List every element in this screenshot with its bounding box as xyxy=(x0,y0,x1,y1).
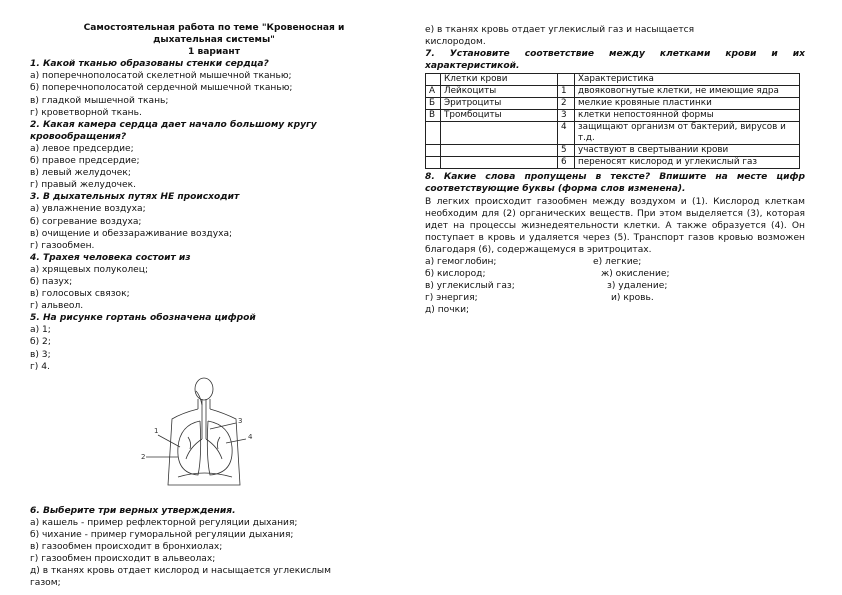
option: в) очищение и обеззараживание воздуха; xyxy=(30,228,233,239)
question-7-text-cont: характеристикой. xyxy=(425,61,520,72)
option: д) в тканях кровь отдает кислород и насыщается углекислым xyxy=(30,566,331,577)
figure-label-3: 3 xyxy=(238,416,243,425)
header-cell: Характеристика xyxy=(575,74,800,86)
title-line-1: Самостоятельная работа по теме "Кровеносная и xyxy=(83,23,345,33)
option: б) кислород; xyxy=(425,269,486,280)
option: а) поперечнополосатой скелетной мышечной тканью; xyxy=(30,71,292,82)
table-cell: 6 xyxy=(558,157,575,169)
table-cell: 1 xyxy=(558,86,575,98)
question-text: 3. В дыхательных путях НЕ происходит xyxy=(30,192,240,203)
question-text: 2. Какая камера сердца дает начало большому кругу xyxy=(30,119,317,130)
question-text: 6. Выберите три верных утверждения. xyxy=(30,505,236,516)
option: в) голосовых связок; xyxy=(30,289,130,300)
table-cell: клетки непостоянной формы xyxy=(575,110,800,122)
header-cell: Клетки крови xyxy=(441,74,558,86)
table-cell xyxy=(426,122,441,145)
option: б) 2; xyxy=(30,337,51,348)
option: а) левое предсердие; xyxy=(30,143,134,154)
option: г) альвеол. xyxy=(30,301,84,312)
figure-label-1: 1 xyxy=(154,426,159,435)
table-row xyxy=(426,157,800,169)
option: е) легкие; xyxy=(593,257,642,268)
table-row xyxy=(426,110,800,122)
table-cell: Тромбоциты xyxy=(441,110,558,122)
question-8-options xyxy=(425,256,805,320)
variant-label: 1 вариант xyxy=(188,47,240,58)
table-cell: двояковогнутые клетки, не имеющие ядра xyxy=(575,86,800,98)
option: а) кашель - пример рефлекторной регуляции дыхания; xyxy=(30,517,298,528)
question-7-text: 7. Установите соответствие между клетками крови и их xyxy=(425,49,805,60)
table-cell: 5 xyxy=(558,145,575,157)
option: в) левый желудочек; xyxy=(30,168,131,179)
table-cell: 2 xyxy=(558,98,575,110)
option: г) правый желудочек. xyxy=(30,180,137,191)
table-cell: мелкие кровяные пластинки xyxy=(575,98,800,110)
question-6 xyxy=(30,505,398,590)
option: б) согревание воздуха; xyxy=(30,216,142,227)
option: а) 1; xyxy=(30,325,51,336)
table-row xyxy=(426,122,800,145)
question-text: 5. На рисунке гортань обозначена цифрой xyxy=(30,313,256,324)
option: в) газообмен происходит в бронхиолах; xyxy=(30,542,223,553)
question-text: 4. Трахея человека состоит из xyxy=(30,252,191,263)
table-cell: участвуют в свертывании крови xyxy=(575,145,800,157)
table-cell: Лейкоциты xyxy=(441,86,558,98)
option: б) поперечнополосатой сердечной мышечной тканью; xyxy=(30,83,293,94)
table-cell: В xyxy=(426,110,441,122)
table-cell xyxy=(426,145,441,157)
option: г) кроветворной ткань. xyxy=(30,107,142,118)
respiratory-system-figure xyxy=(138,377,268,495)
table-header-row xyxy=(426,74,800,86)
question-text: 1. Какой тканью образованы стенки сердца? xyxy=(30,59,269,70)
table-cell: Б xyxy=(426,98,441,110)
option: в) гладкой мышечной ткань; xyxy=(30,95,169,106)
question-5 xyxy=(30,312,398,372)
option-cont: кислородом. xyxy=(425,37,486,48)
table-cell: А xyxy=(426,86,441,98)
option: а) хрящевых полуколец; xyxy=(30,264,149,275)
option: б) правое предсердие; xyxy=(30,156,140,167)
left-column xyxy=(30,22,398,589)
figure-label-4: 4 xyxy=(248,432,253,441)
right-column xyxy=(425,24,805,320)
option: г) газообмен. xyxy=(30,240,95,251)
table-row xyxy=(426,145,800,157)
option: и) кровь. xyxy=(611,293,654,304)
table-cell: 4 xyxy=(558,122,575,145)
option: б) пазух; xyxy=(30,276,73,287)
table-cell xyxy=(426,157,441,169)
question-8-text: 8. Какие слова пропущены в тексте? Впишите на месте цифр соответствующие буквы (форма слов изменена). xyxy=(425,172,805,195)
table-cell xyxy=(441,122,558,145)
table-cell: защищают организм от бактерий, вирусов и т.д. xyxy=(575,122,800,145)
table-row xyxy=(426,86,800,98)
option: в) 3; xyxy=(30,349,51,360)
table-cell xyxy=(441,145,558,157)
option: г) энергия; xyxy=(425,293,478,304)
question-text-cont: кровообращения? xyxy=(30,131,127,142)
option: б) чихание - пример гуморальной регуляции дыхания; xyxy=(30,530,294,540)
table-cell: Эритроциты xyxy=(441,98,558,110)
question-2 xyxy=(30,119,398,192)
figure-label-2: 2 xyxy=(141,452,146,461)
table-cell xyxy=(441,157,558,169)
matching-table xyxy=(425,73,800,169)
option: д) почки; xyxy=(425,305,470,316)
question-1 xyxy=(30,58,398,118)
option: в) углекислый газ; xyxy=(425,281,515,292)
question-3 xyxy=(30,191,398,251)
option: ж) окисление; xyxy=(601,269,670,280)
option: г) газообмен происходит в альвеолах; xyxy=(30,554,216,565)
option: з) удаление; xyxy=(607,281,668,292)
title-line-2: дыхательная системы" xyxy=(153,35,275,46)
option: а) гемоглобин; xyxy=(425,257,497,268)
table-cell: 3 xyxy=(558,110,575,122)
option: е) в тканях кровь отдает углекислый газ и насыщается xyxy=(425,25,695,35)
option: г) 4. xyxy=(30,361,50,372)
option-cont: газом; xyxy=(30,578,61,589)
option: а) увлажнение воздуха; xyxy=(30,204,146,215)
table-cell: переносят кислород и углекислый газ xyxy=(575,157,800,169)
table-row xyxy=(426,98,800,110)
question-4 xyxy=(30,252,398,312)
question-8-passage: В легких происходит газообмен между воздухом и (1). Кислород клеткам необходим для (2) органических веществ. При этом выделяется (3), которая идет на процессы жизнедеятельности клетки. А также образуется (4). Он поступает в кровь и удаляется через (5). Транспорт газов кровью возможен благодаря (6), содержащемуся в эритроцитах. xyxy=(425,196,805,255)
